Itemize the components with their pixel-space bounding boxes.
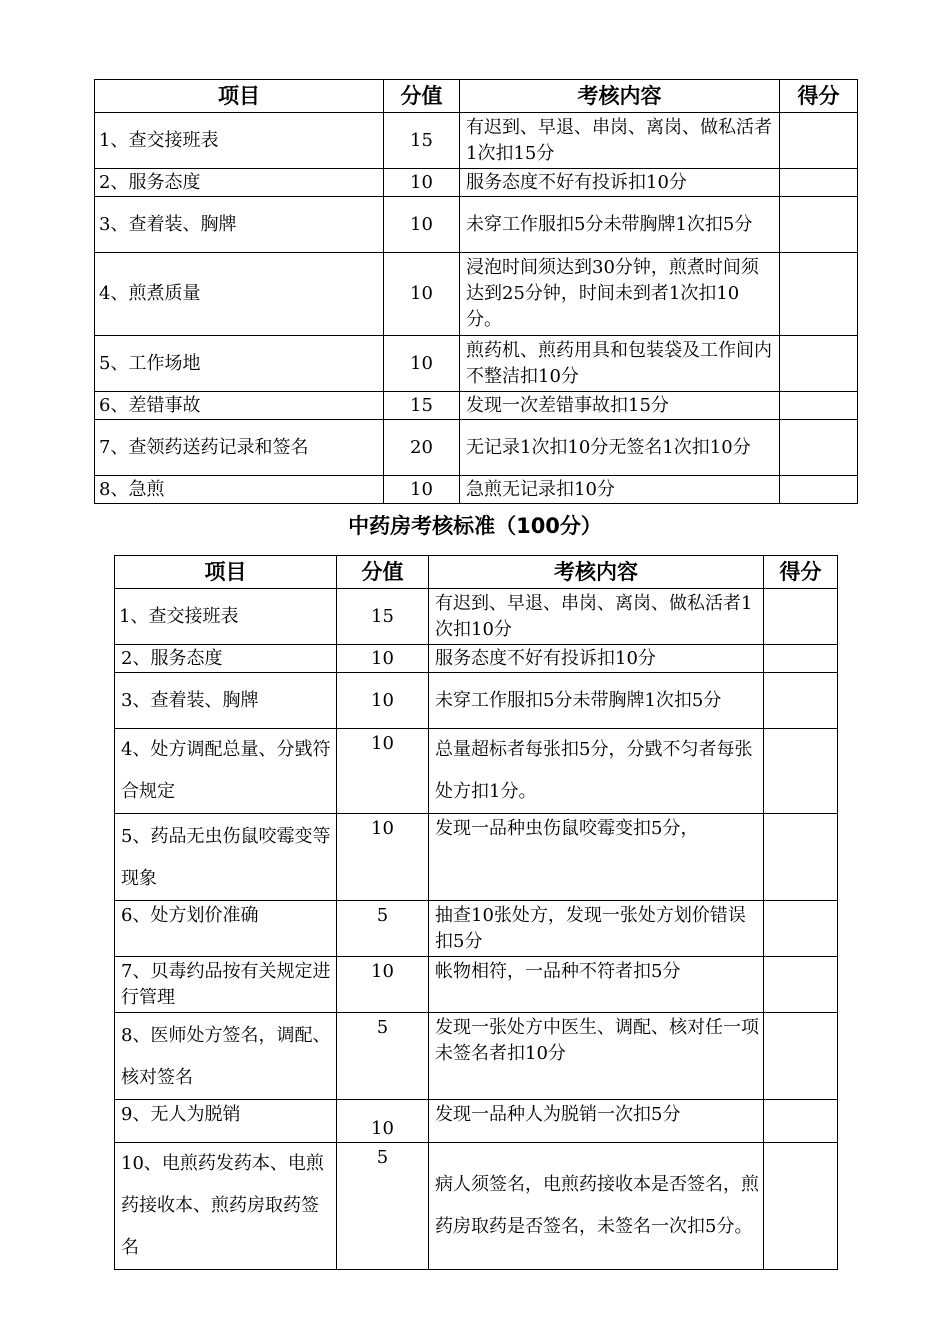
row-got[interactable] — [764, 1013, 838, 1100]
table-row — [95, 169, 858, 197]
row-content: 急煎无记录扣10分 — [460, 476, 780, 504]
table-row — [95, 113, 858, 169]
row-got[interactable] — [780, 113, 858, 169]
row-got[interactable] — [764, 645, 838, 673]
row-got[interactable] — [780, 253, 858, 336]
row-content: 发现一品种虫伤鼠咬霉变扣5分， — [429, 814, 764, 901]
row-got[interactable] — [764, 814, 838, 901]
table-row — [115, 1143, 838, 1270]
row-score: 10 — [337, 673, 429, 729]
table-row — [95, 197, 858, 253]
row-content: 浸泡时间须达到30分钟，煎煮时间须达到25分钟，时间未到者1次扣10分。 — [460, 253, 780, 336]
row-item: 1、查交接班表 — [115, 589, 337, 645]
row-content: 服务态度不好有投诉扣10分 — [460, 169, 780, 197]
row-got[interactable] — [764, 1100, 838, 1143]
row-score: 5 — [337, 1143, 429, 1270]
row-item: 6、差错事故 — [95, 392, 384, 420]
row-content: 服务态度不好有投诉扣10分 — [429, 645, 764, 673]
row-score: 10 — [384, 169, 460, 197]
table-row — [95, 392, 858, 420]
row-item: 4、煎煮质量 — [95, 253, 384, 336]
row-got[interactable] — [764, 957, 838, 1013]
row-score: 10 — [337, 957, 429, 1013]
row-content: 有迟到、早退、串岗、离岗、做私活者1次扣10分 — [429, 589, 764, 645]
row-item: 4、处方调配总量、分戥符合规定 — [115, 729, 337, 814]
row-got[interactable] — [780, 420, 858, 476]
row-got[interactable] — [764, 729, 838, 814]
row-content: 无记录1次扣10分无签名1次扣10分 — [460, 420, 780, 476]
row-item: 1、查交接班表 — [95, 113, 384, 169]
decoction-room-table — [94, 79, 858, 504]
row-content: 总量超标者每张扣5分，分戥不匀者每张处方扣1分。 — [429, 729, 764, 814]
row-content: 有迟到、早退、串岗、离岗、做私活者1次扣15分 — [460, 113, 780, 169]
table-row — [95, 420, 858, 476]
row-got[interactable] — [764, 1143, 838, 1270]
table-row — [115, 957, 838, 1013]
table-header-row — [115, 556, 838, 589]
row-item: 8、医师处方签名，调配、核对签名 — [115, 1013, 337, 1100]
header-got: 得分 — [764, 556, 838, 589]
row-got[interactable] — [780, 169, 858, 197]
row-item: 7、贝毒约品按有关规定进行管理 — [115, 957, 337, 1013]
row-score: 10 — [337, 814, 429, 901]
row-score: 15 — [384, 113, 460, 169]
section-title: 中药房考核标准（100分） — [348, 514, 602, 538]
header-content: 考核内容 — [460, 80, 780, 113]
table-row — [115, 1100, 838, 1143]
row-score: 15 — [384, 392, 460, 420]
row-item: 2、服务态度 — [115, 645, 337, 673]
table-row — [115, 901, 838, 957]
row-score: 10 — [384, 253, 460, 336]
row-got[interactable] — [764, 589, 838, 645]
row-got[interactable] — [764, 901, 838, 957]
row-score: 10 — [337, 645, 429, 673]
row-got[interactable] — [780, 476, 858, 504]
row-item: 5、工作场地 — [95, 336, 384, 392]
row-content: 发现一品种人为脱销一次扣5分 — [429, 1100, 764, 1143]
table-row — [115, 729, 838, 814]
table-row — [115, 645, 838, 673]
row-score: 10 — [337, 729, 429, 814]
row-score: 10 — [384, 476, 460, 504]
table-row — [95, 253, 858, 336]
table-row — [95, 476, 858, 504]
pharmacy-table — [114, 555, 838, 1270]
row-content: 未穿工作服扣5分未带胸牌1次扣5分 — [429, 673, 764, 729]
row-content: 抽查10张处方，发现一张处方划价错误扣5分 — [429, 901, 764, 957]
row-item: 5、药品无虫伤鼠咬霉变等现象 — [115, 814, 337, 901]
header-content: 考核内容 — [429, 556, 764, 589]
row-got[interactable] — [764, 673, 838, 729]
row-item: 3、查着装、胸牌 — [95, 197, 384, 253]
row-item: 9、无人为脱销 — [115, 1100, 337, 1143]
row-item: 6、处方划价准确 — [115, 901, 337, 957]
row-content: 未穿工作服扣5分未带胸牌1次扣5分 — [460, 197, 780, 253]
row-item: 7、查领药送药记录和签名 — [95, 420, 384, 476]
row-content: 发现一张处方中医生、调配、核对任一项未签名者扣10分 — [429, 1013, 764, 1100]
row-score: 5 — [337, 1013, 429, 1100]
row-score: 15 — [337, 589, 429, 645]
row-score: 5 — [337, 901, 429, 957]
header-item: 项目 — [95, 80, 384, 113]
header-item: 项目 — [115, 556, 337, 589]
table-row — [115, 673, 838, 729]
row-score: 10 — [384, 336, 460, 392]
table-row — [115, 1013, 838, 1100]
row-got[interactable] — [780, 392, 858, 420]
header-score: 分值 — [384, 80, 460, 113]
table-header-row — [95, 80, 858, 113]
header-score: 分值 — [337, 556, 429, 589]
row-score: 10 — [337, 1100, 429, 1143]
row-item: 8、急煎 — [95, 476, 384, 504]
row-content: 帐物相符，一品种不符者扣5分 — [429, 957, 764, 1013]
row-got[interactable] — [780, 197, 858, 253]
row-content: 煎药机、煎药用具和包装袋及工作间内不整洁扣10分 — [460, 336, 780, 392]
row-got[interactable] — [780, 336, 858, 392]
row-item: 2、服务态度 — [95, 169, 384, 197]
row-item: 3、查着装、胸牌 — [115, 673, 337, 729]
table-row — [115, 589, 838, 645]
row-content: 病人须签名，电煎药接收本是否签名，煎药房取药是否签名，未签名一次扣5分。 — [429, 1143, 764, 1270]
table-row — [115, 814, 838, 901]
header-got: 得分 — [780, 80, 858, 113]
row-score: 20 — [384, 420, 460, 476]
table-row — [95, 336, 858, 392]
row-score: 10 — [384, 197, 460, 253]
row-item: 10、电煎药发药本、电煎药接收本、煎药房取药签名 — [115, 1143, 337, 1270]
row-content: 发现一次差错事故扣15分 — [460, 392, 780, 420]
